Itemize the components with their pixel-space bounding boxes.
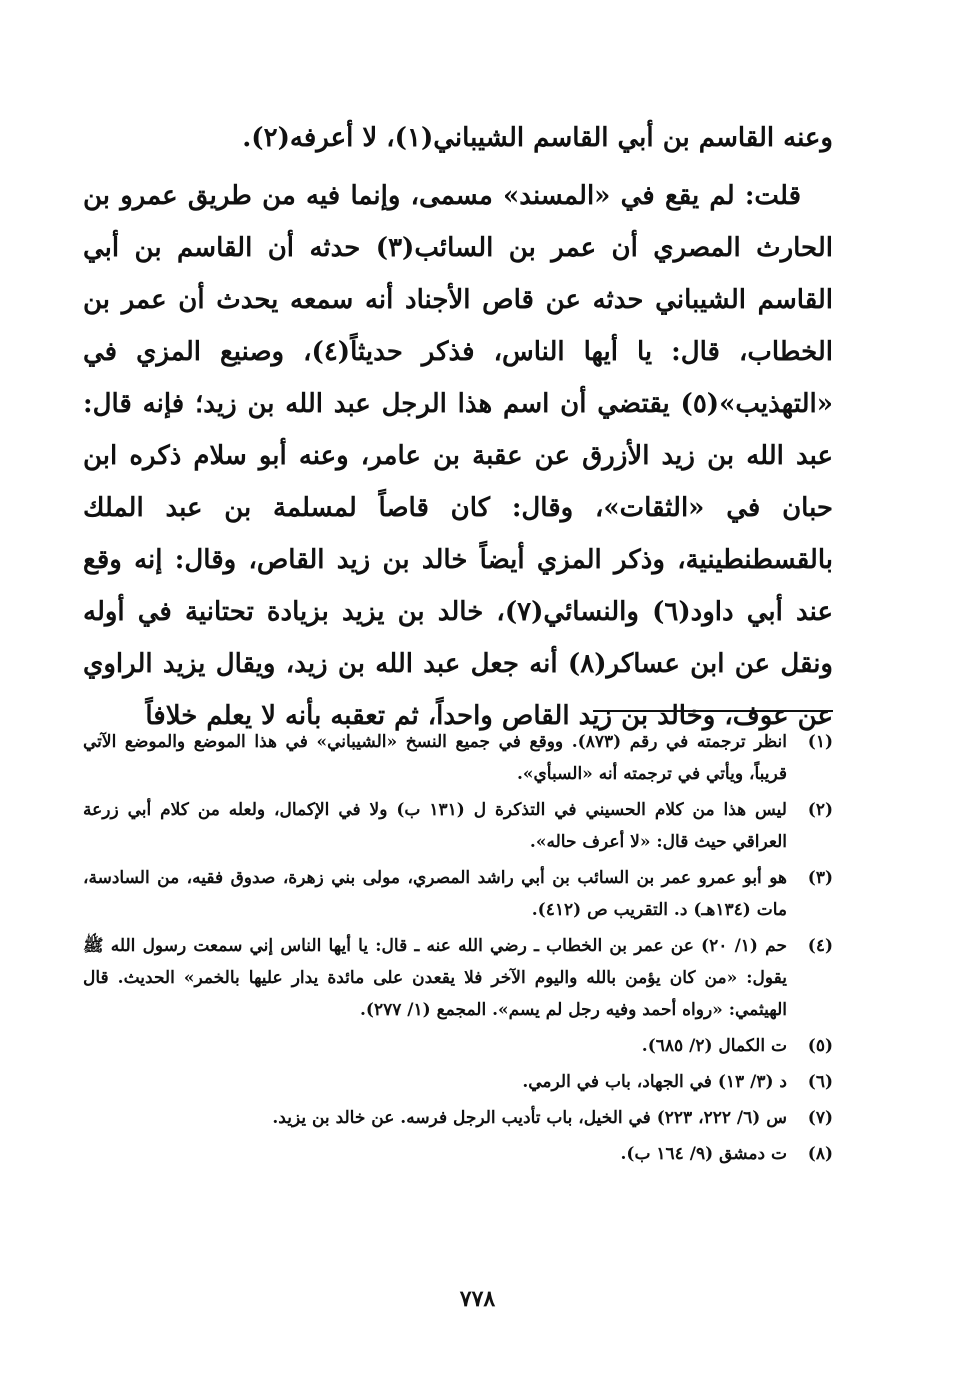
footnote-4: [83, 930, 833, 1026]
footnote-8: [83, 1138, 833, 1170]
footnote-text: ت دمشق (٩/ ١٦٤ ب).: [620, 1144, 787, 1164]
footnote-6: [83, 1066, 833, 1098]
footnote-number: (١): [807, 732, 833, 752]
footnote-3: [83, 862, 833, 926]
page-number: ٧٧٨: [459, 1286, 496, 1312]
footnote-text: انظر ترجمته في رقم (٨٧٣). ووقع في جميع النسخ «الشيباني» في هذا الموضع والموضع الآتي قريباً، ويأتي في ترجمته أنه «السبأي».: [83, 732, 787, 784]
footnotes: [83, 726, 833, 1174]
paragraph-2: قلت: لم يقع في «المسند» مسمى، وإنما فيه من طريق عمرو بن الحارث المصري أن عمر بن السائب(٣) حدثه أن القاسم بن أبي القاسم الشيباني حدثه عن قاص الأجناد أنه سمعه يحدث أن عمر بن الخطاب، قال: يا أيها الناس، فذكر حديثاً(٤)، وصنيع المزي في «التهذيب»(٥) يقتضي أن اسم هذا الرجل عبد الله بن زيد؛ فإنه قال: عبد الله بن زيد الأزرق عن عقبة بن عامر، وعنه أبو سلام ذكره ابن حبان في «الثقات»، وقال: كان قاصاً لمسلمة بن عبد الملك بالقسطنطينية، وذكر المزي أيضاً خالد بن زيد القاص، وقال: إنه وقع عند أبي داود(٦) والنسائي(٧)، خالد بن يزيد بزيادة تحتانية في أوله ونقل عن ابن عساكر(٨) أنه جعل عبد الله بن زيد، ويقال يزيد الراوي عن عوف، وخالد بن زيد القاص واحداً، ثم تعقبه بأنه لا يعلم خلافاً: [83, 181, 834, 731]
main-text-block: [83, 112, 833, 742]
footnote-text: ليس هذا من كلام الحسيني في التذكرة ل (١٣١ ب) ولا في الإكمال، ولعله من كلام أبي زرعة العراقي حيث قال: «لا أعرف حاله».: [83, 800, 787, 852]
footnote-text: د (٣/ ١٣) في الجهاد، باب في الرمي.: [522, 1072, 787, 1092]
footnote-text: حم (١/ ٢٠) عن عمر بن الخطاب ـ رضي الله عنه ـ قال: يا أيها الناس إني سمعت رسول الله ﷺ يقول: «من كان يؤمن بالله واليوم الآخر فلا يقعدن على مائدة يدار عليها بالخمر» الحديث. قال الهيثمي: «رواه أحمد وفيه رجل لم يسم». المجمع (١/ ٢٧٧).: [83, 936, 787, 1020]
footnote-separator: [593, 710, 833, 712]
footnote-number: (٢): [807, 800, 833, 820]
footnote-number: (٣): [807, 868, 833, 888]
footnote-1: [83, 726, 833, 790]
footnote-7: [83, 1102, 833, 1134]
footnote-number: (٥): [807, 1036, 833, 1056]
paragraph-1: وعنه القاسم بن أبي القاسم الشيباني(١)، لا أعرفه(٢).: [242, 123, 833, 153]
footnote-text: هو أبو عمرو عمر بن السائب بن أبي راشد المصري، مولى بني زهرة، صدوق فقيه، من السادسة، مات (١٣٤هـ) د. التقريب ص (٤١٢).: [83, 868, 787, 920]
footnote-number: (٤): [807, 936, 833, 956]
footnote-number: (٦): [807, 1072, 833, 1092]
footnote-text: س (٦/ ٢٢٢، ٢٢٣) في الخيل، باب تأديب الرجل فرسه. عن خالد بن يزيد.: [272, 1108, 787, 1128]
footnote-2: [83, 794, 833, 858]
footnote-text: ت الكمال (٢/ ٦٨٥).: [641, 1036, 787, 1056]
footnote-number: (٧): [807, 1108, 833, 1128]
footnote-number: (٨): [807, 1144, 833, 1164]
footnote-5: [83, 1030, 833, 1062]
